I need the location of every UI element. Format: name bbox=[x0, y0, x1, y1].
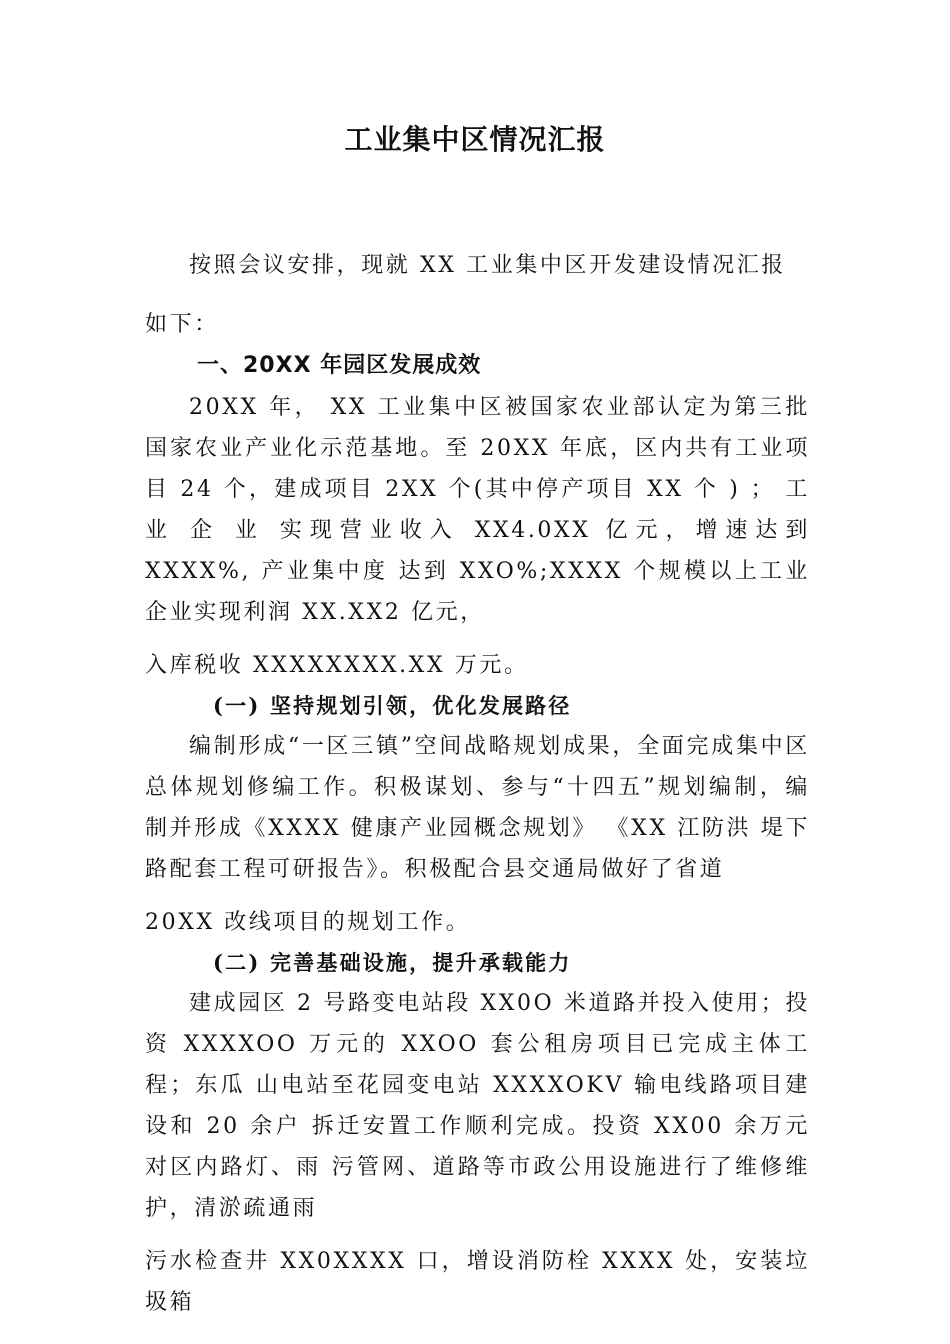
section-1-heading: 一、20XX 年园区发展成效 bbox=[197, 353, 482, 378]
intro-line-2: 如下： bbox=[145, 312, 219, 337]
subsection-2-paragraph: 建成园区 2 号路变电站段 XX0O 米道路并投入使用；投 资 XXXXOO 万元的 XXOO 套公租房项目已完成主体工程；东瓜 山电站至花园变电站 XXXXOKV 输电线路项目建设和 20 余户 拆迁安置工作顺利完成。投资 XX00 余万元对区内路灯、雨 污管网、道路等市政公用设施进行了维修维护，清淤疏通雨 bbox=[145, 991, 810, 1221]
subsection-1-paragraph-continued: 20XX 改线项目的规划工作。 bbox=[145, 910, 471, 935]
section-1-paragraph: 20XX 年， XX 工业集中区被国家农业部认定为第三批国家农业产业化示范基地。至 20XX 年底，区内共有工业项目 24 个，建成项目 2XX 个(其中停产项目 XX 个 ) ； 工 业 企 业 实现营业收入 XX4.0XX 亿元，增速达到 XXXX%, 产业集中度 达到 XXO%;XXXX 个规模以上工业企业实现利润 XX.XX2 亿元， bbox=[145, 395, 810, 625]
section-1-paragraph-continued: 入库税收 XXXXXXXX.XX 万元。 bbox=[145, 653, 529, 678]
intro-line-1: 按照会议安排，现就 XX 工业集中区开发建设情况汇报 bbox=[189, 253, 786, 278]
subsection-1-paragraph: 编制形成“一区三镇”空间战略规划成果，全面完成集中区总体规划修编工作。积极谋划、参与“十四五”规划编制，编制并形成《XXXX 健康产业园概念规划》 《XX 江防洪 堤下路配套工程可研报告》。积极配合县交通局做好了省道 bbox=[145, 734, 810, 882]
subsection-2-heading: (二) 完善基础设施，提升承载能力 bbox=[213, 950, 572, 975]
document-title: 工业集中区情况汇报 bbox=[344, 123, 606, 156]
document-body bbox=[145, 244, 810, 1323]
subsection-1-heading: (一) 坚持规划引领，优化发展路径 bbox=[213, 693, 572, 718]
subsection-2-paragraph-continued: 污水检查井 XX0XXXX 口，增设消防栓 XXXX 处，安装垃圾箱 bbox=[145, 1249, 810, 1315]
